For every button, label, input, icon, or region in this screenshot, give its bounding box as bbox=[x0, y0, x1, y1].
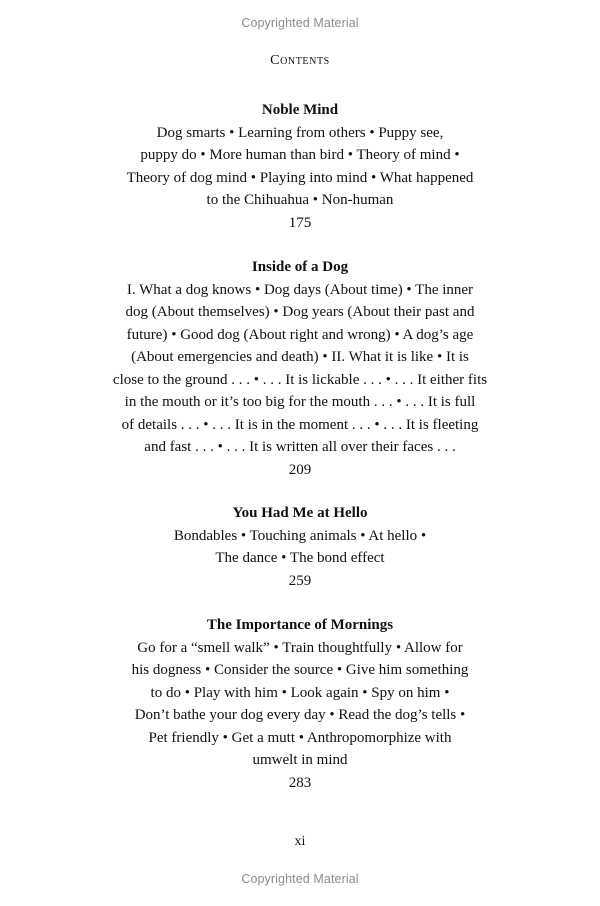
copyright-watermark-top: Copyrighted Material bbox=[241, 16, 359, 30]
topic-line: The dance • The bond effect bbox=[215, 550, 385, 566]
topic-line: (About emergencies and death) • II. What it is like • It is bbox=[131, 349, 469, 365]
section-page-number: 209 bbox=[288, 461, 312, 478]
contents-heading: Contents bbox=[270, 53, 330, 68]
topic-line: Go for a “smell walk” • Train thoughtfully • Allow for bbox=[137, 639, 463, 656]
toc-section-noble-mind bbox=[80, 99, 520, 234]
section-title: Noble Mind bbox=[261, 102, 339, 118]
copyright-watermark-bottom: Copyrighted Material bbox=[241, 872, 359, 886]
section-topics bbox=[80, 279, 520, 459]
topic-line: his dogness • Consider the source • Give him something bbox=[131, 662, 469, 678]
folio-page-number: xi bbox=[294, 834, 306, 849]
topic-line: dog (About themselves) • Dog years (About their past and bbox=[125, 304, 475, 320]
topic-line: future) • Good dog (About right and wrong) • A dog’s age bbox=[126, 326, 474, 343]
topic-line: of details . . . • . . . It is in the moment . . . • . . . It is fleeting bbox=[121, 416, 479, 433]
section-title: The Importance of Mornings bbox=[206, 617, 394, 633]
topic-line: Pet friendly • Get a mutt • Anthropomorphize with bbox=[148, 729, 452, 746]
topic-line: puppy do • More human than bird • Theory of mind • bbox=[140, 147, 460, 163]
topic-line: I. What a dog knows • Dog days (About time) • The inner bbox=[126, 281, 474, 298]
section-topics bbox=[80, 525, 520, 570]
topic-line: to the Chihuahua • Non-human bbox=[206, 192, 394, 208]
section-page-number: 259 bbox=[288, 572, 312, 589]
toc-section-importance-of-mornings bbox=[80, 614, 520, 794]
topic-line: Theory of dog mind • Playing into mind • What happened bbox=[126, 169, 474, 186]
section-page-number: 175 bbox=[288, 214, 312, 231]
topic-line: and fast . . . • . . . It is written all over their faces . . . bbox=[144, 439, 456, 455]
topic-line: Dog smarts • Learning from others • Puppy see, bbox=[156, 124, 444, 141]
section-title: You Had Me at Hello bbox=[232, 505, 368, 521]
section-page-number: 283 bbox=[288, 774, 312, 791]
topic-line: Don’t bathe your dog every day • Read the dog’s tells • bbox=[134, 707, 466, 723]
topic-line: Bondables • Touching animals • At hello • bbox=[173, 527, 427, 544]
toc-section-inside-of-a-dog bbox=[80, 256, 520, 481]
section-topics bbox=[80, 637, 520, 772]
topic-line: close to the ground . . . • . . . It is lickable . . . • . . . It either fits bbox=[112, 371, 488, 388]
topic-line: in the mouth or it’s too big for the mouth . . . • . . . It is full bbox=[124, 394, 476, 410]
topic-line: umwelt in mind bbox=[252, 752, 348, 768]
section-title: Inside of a Dog bbox=[251, 259, 349, 275]
topic-line: to do • Play with him • Look again • Spy on him • bbox=[150, 684, 450, 701]
section-topics bbox=[80, 122, 520, 212]
toc-section-you-had-me-at-hello bbox=[80, 502, 520, 592]
